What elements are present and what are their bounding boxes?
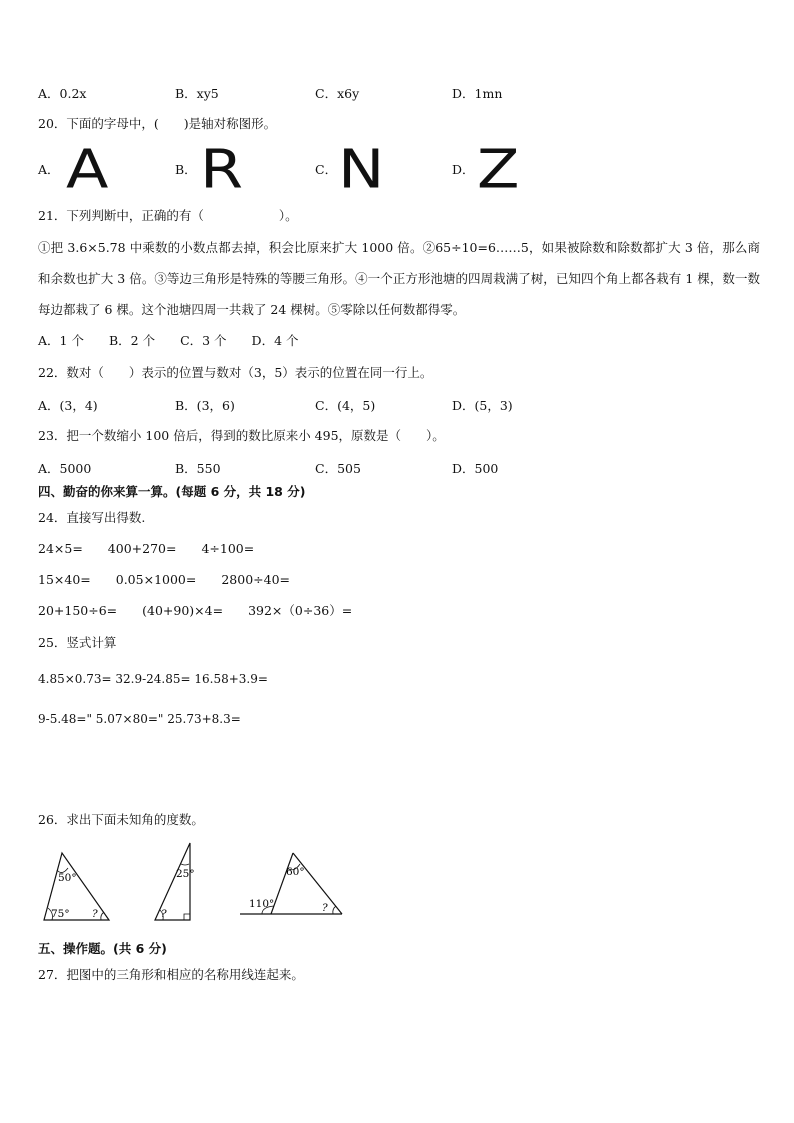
q21-options[interactable]: A．1 个 B．2 个 C．3 个 D．4 个 (38, 333, 299, 348)
q27-stem: 27．把图中的三角形和相应的名称用线连起来。 (38, 967, 304, 982)
tri1-angle-top: 50° (58, 872, 77, 884)
q21-body: ①把 3.6×5.78 中乘数的小数点都去掉，积会比原来扩大 1000 倍。②65÷10=6……5，如果被除数和除数都扩大 3 倍，那么商和余数也扩大 3 倍。③等边三角形是特殊的等腰三角形。④一个正方形池塘的四周栽满了树，已知四个角上都各栽有 1 棵，数一数每边都栽了 6 棵。这个池塘四周一共栽了 24 棵树。⑤零除以任何数都得零。 (38, 240, 760, 317)
q20-option-c-label[interactable]: C． (315, 162, 338, 177)
tri1-angle-unknown: ? (92, 908, 98, 920)
q23-option-b[interactable]: B．550 (175, 461, 221, 476)
q22-option-b[interactable]: B．(3，6) (175, 398, 235, 413)
q20-stem: 20．下面的字母中，( )是轴对称图形。 (38, 116, 277, 131)
q24-stem: 24．直接写出得数. (38, 510, 146, 525)
tri3-angle-unknown: ? (322, 902, 328, 914)
q21-stem: 21．下列判断中，正确的有（ ）。 (38, 208, 298, 223)
q19-option-a[interactable]: A．0.2x (38, 86, 87, 101)
q20-letter-n: N (338, 137, 385, 201)
q23-option-a[interactable]: A．5000 (38, 461, 92, 476)
q20-option-b-label[interactable]: B． (175, 162, 197, 177)
q19-option-d[interactable]: D．1mn (452, 86, 503, 101)
q20-letter-a: A (66, 137, 109, 201)
tri3-angle-top: 60° (286, 866, 305, 878)
q25-row-2: 9-5.48=" 5.07×80=" 25.73+8.3= (38, 712, 241, 726)
q20-letter-z: Z (477, 137, 520, 201)
q23-option-c[interactable]: C．505 (315, 461, 361, 476)
q25-stem: 25．竖式计算 (38, 635, 117, 650)
section-4-heading: 四、勤奋的你来算一算。(每题 6 分，共 18 分) (38, 484, 306, 499)
q24-row-2: 15×40= 0.05×1000= 2800÷40= (38, 572, 291, 587)
triangle-2 (155, 843, 195, 920)
q22-option-c[interactable]: C．(4，5) (315, 398, 376, 413)
q20-option-a-label[interactable]: A． (38, 162, 60, 177)
tri1-angle-left: 75° (51, 908, 70, 920)
tri2-angle-unknown: ? (161, 908, 167, 920)
triangle-1 (44, 853, 109, 920)
q19-option-b[interactable]: B．xy5 (175, 86, 219, 101)
q20-letter-r: R (200, 137, 244, 201)
q23-stem: 23．把一个数缩小 100 倍后，得到的数比原来小 495，原数是（ ）。 (38, 428, 445, 443)
triangle-3 (240, 853, 342, 914)
q24-row-1: 24×5= 400+270= 4÷100= (38, 541, 255, 556)
q22-option-d[interactable]: D．(5，3) (452, 398, 513, 413)
q22-option-a[interactable]: A．(3，4) (38, 398, 98, 413)
tri2-angle-top: 25° (176, 868, 195, 880)
q25-row-1: 4.85×0.73= 32.9-24.85= 16.58+3.9= (38, 672, 268, 686)
q22-stem: 22．数对（ ）表示的位置与数对（3，5）表示的位置在同一行上。 (38, 365, 433, 380)
q23-option-d[interactable]: D．500 (452, 461, 499, 476)
q24-row-3: 20+150÷6= (40+90)×4= 392×（0÷36）= (38, 603, 353, 618)
q20-option-d-label[interactable]: D． (452, 162, 475, 177)
tri3-exterior-angle: 110° (249, 898, 275, 910)
q26-stem: 26．求出下面未知角的度数。 (38, 812, 204, 827)
section-5-heading: 五、操作题。(共 6 分) (38, 941, 167, 956)
q19-option-c[interactable]: C．x6y (315, 86, 360, 101)
